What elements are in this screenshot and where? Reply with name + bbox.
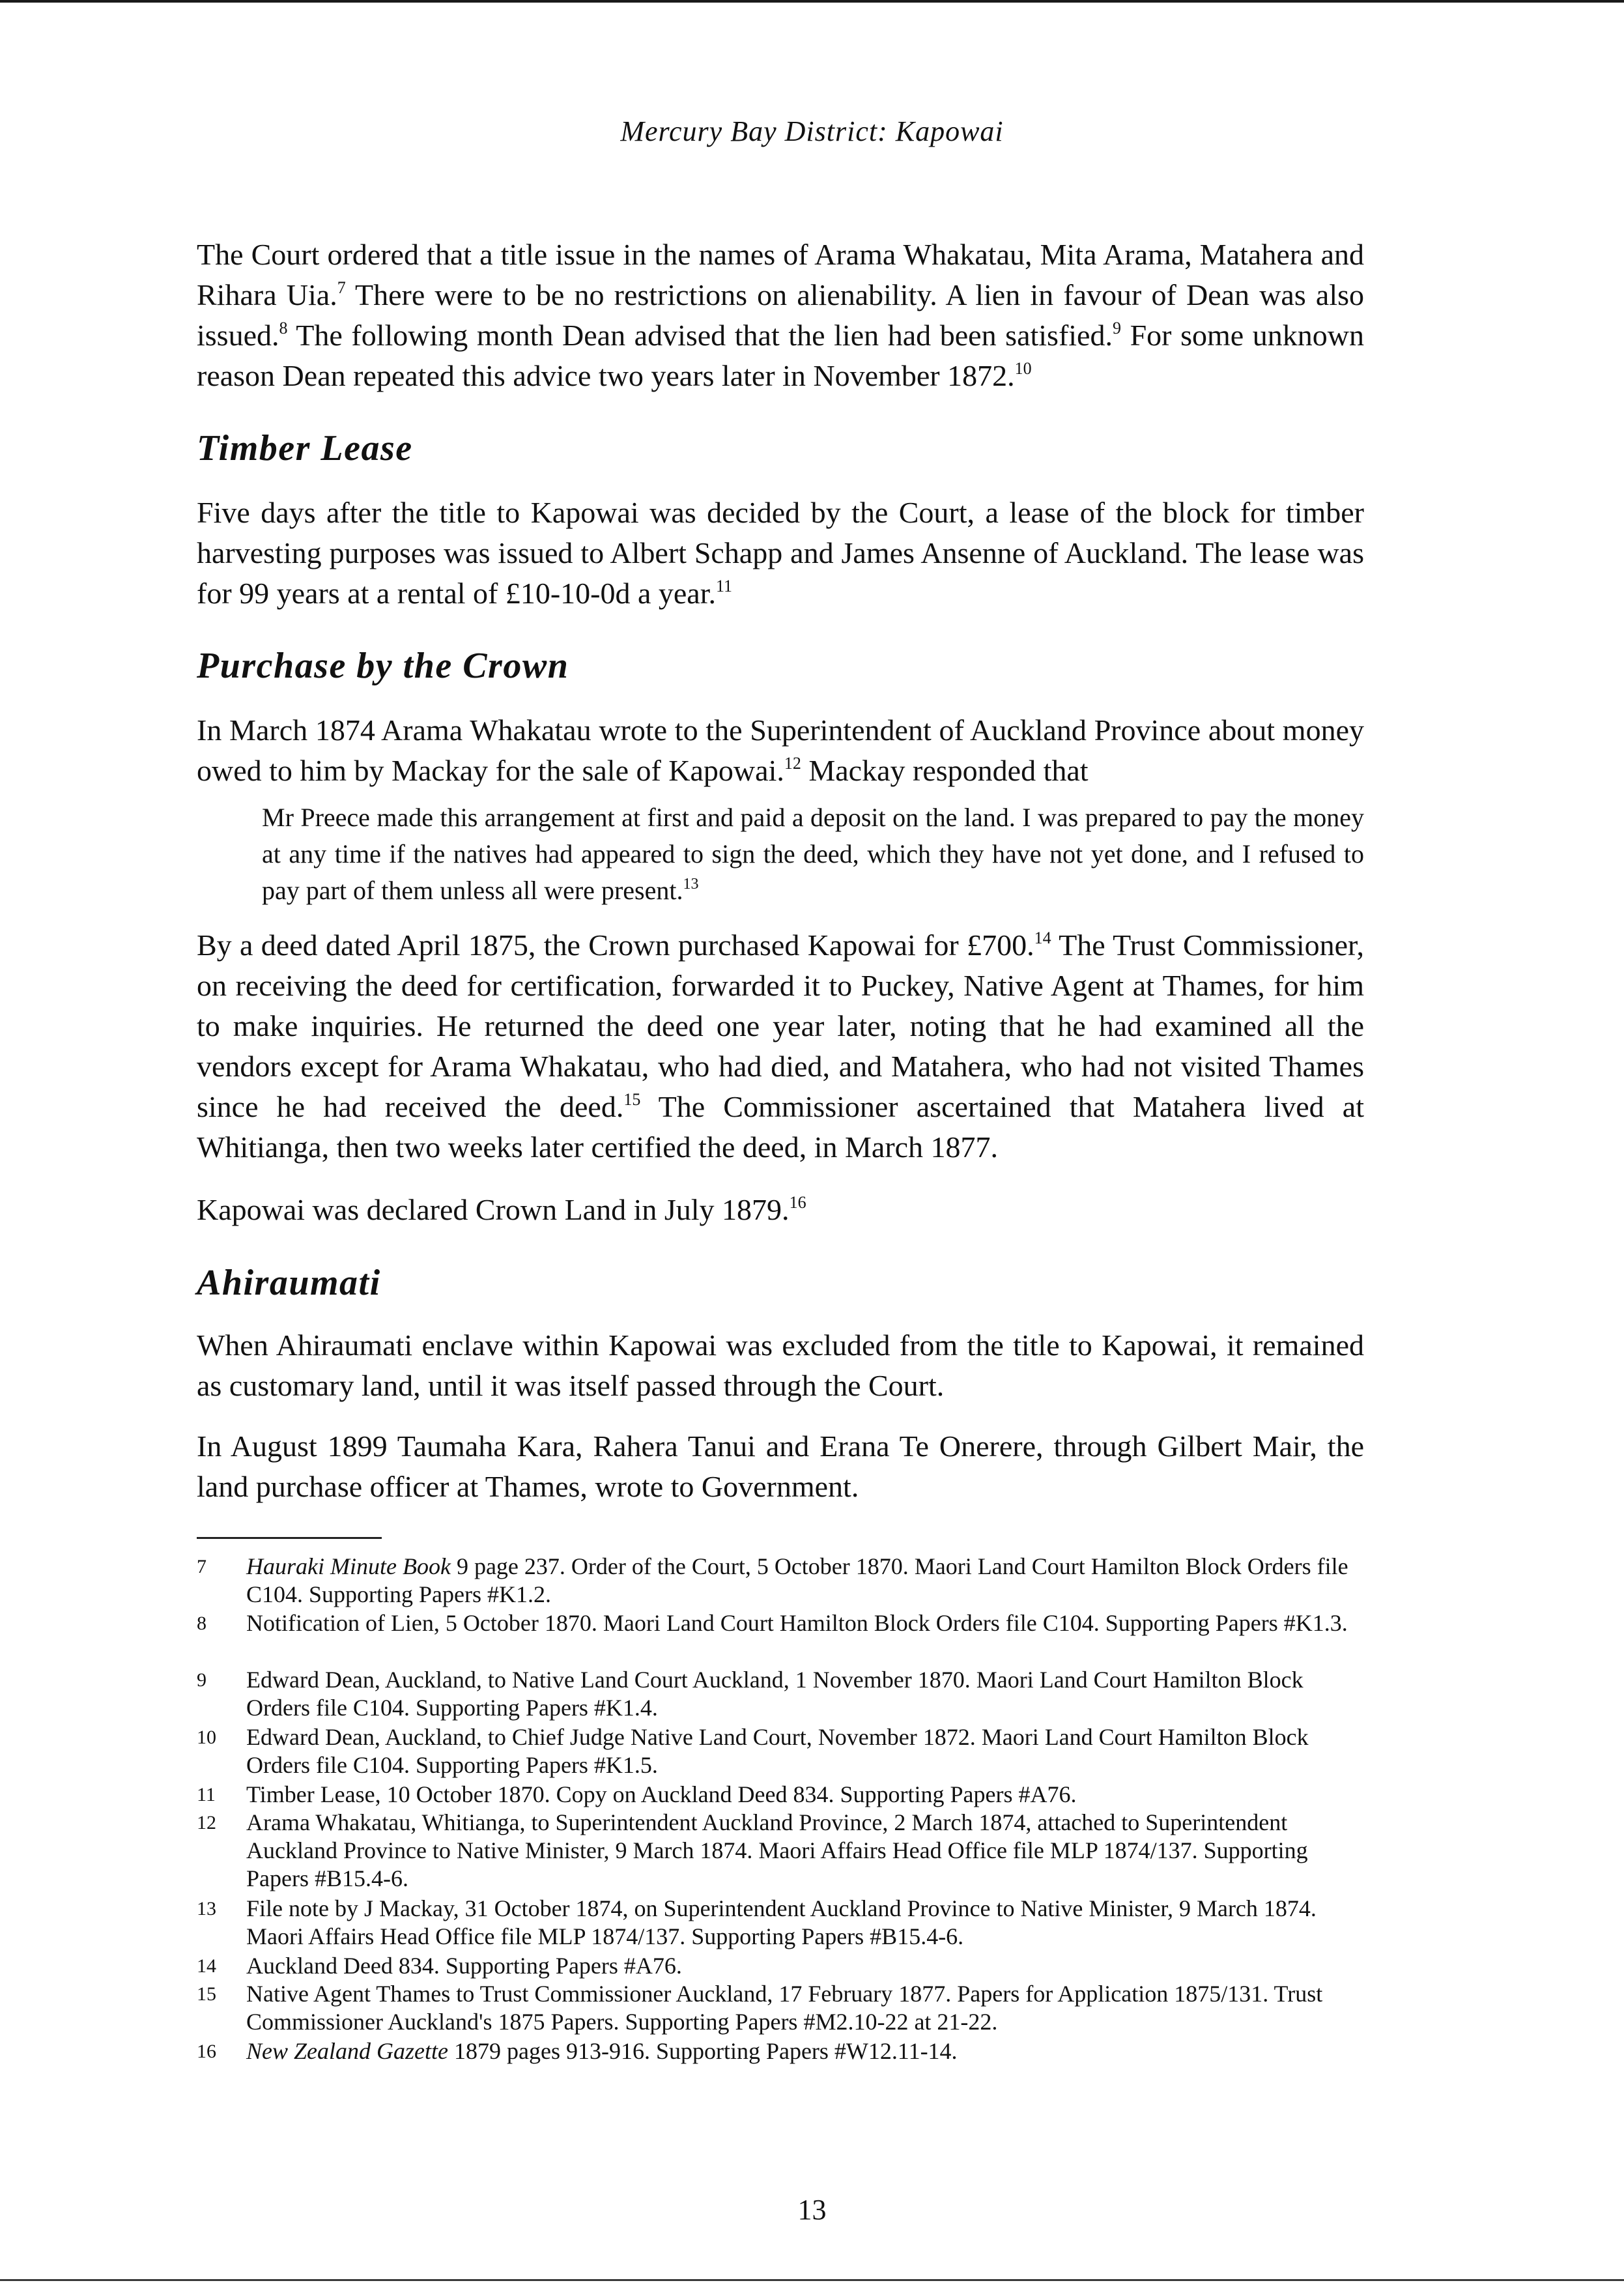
footnote-ref[interactable]: 16: [789, 1193, 806, 1212]
footnote-number: 9: [197, 1669, 207, 1691]
paragraph-text: [197, 710, 1364, 791]
footnote-text: Timber Lease, 10 October 1870. Copy on Auckland Deed 834. Supporting Papers #A76.: [246, 1781, 1077, 1807]
footnote-number: 12: [197, 1812, 216, 1833]
footnote-number: 8: [197, 1613, 207, 1634]
paragraph-text: [197, 1190, 1364, 1230]
footnote-ref[interactable]: 10: [1014, 359, 1032, 378]
citation-title: Hauraki Minute Book: [246, 1553, 451, 1579]
footnote-ref[interactable]: 13: [683, 876, 699, 893]
block-quote: [262, 799, 1364, 909]
paragraph-ahiraumati: [197, 1325, 1364, 1406]
footnote-number: 11: [197, 1784, 216, 1805]
text-run: Kapowai was declared Crown Land in July 1879.: [197, 1193, 790, 1226]
footnote-ref[interactable]: 7: [337, 278, 346, 297]
footnote-separator: [197, 1537, 382, 1539]
paragraph-text: [197, 493, 1364, 614]
paragraph-deed: [197, 925, 1364, 1168]
text-run: The following month Dean advised that the lien had been satisfied.: [287, 319, 1113, 352]
footnote-ref[interactable]: 8: [279, 319, 288, 337]
paragraph-text: [197, 235, 1364, 396]
footnote-text: Notification of Lien, 5 October 1870. Maori Land Court Hamilton Block Orders file C104. Supporting Papers #K1.3.: [246, 1610, 1348, 1636]
footnote-text: Arama Whakatau, Whitianga, to Superintendent Auckland Province, 2 March 1874, attached to Superintendent Auckland Province to Native Minister, 9 March 1874. Maori Affairs Head Office file MLP 1874/137. Supporting Papers #B15.4-6.: [246, 1809, 1308, 1891]
footnote-text: Auckland Deed 834. Supporting Papers #A76.: [246, 1953, 682, 1979]
paragraph-august-1899: [197, 1426, 1364, 1507]
text-run: Five days after the title to Kapowai was decided by the Court, a lease of the block for timber harvesting purposes was issued to Albert Schapp and James Ansenne of Auckland. The lease was for 99 years at a rental of £10-10-0d a year.: [197, 496, 1364, 610]
footnote-text: [246, 1553, 1364, 1609]
footnote-text: Native Agent Thames to Trust Commissioner Auckland, 17 February 1877. Papers for Application 1875/131. Trust Commissioner Auckland's 1875 Papers. Supporting Papers #M2.10-22 at 21-22.: [246, 1981, 1323, 2035]
text-run: There were to be no restrictions on alienability. A lien in favour of Dean was also issued.: [197, 278, 1365, 352]
citation-title: New Zealand Gazette: [246, 2038, 448, 2064]
paragraph-court-order: [197, 235, 1364, 396]
page-number: 13: [797, 2194, 827, 2226]
footnote-number: 10: [197, 1727, 216, 1748]
text-run: The Commissioner ascertained that Matahera lived at Whitianga, then two weeks later certified the deed, in March 1877.: [197, 1090, 1364, 1164]
text-run: Mackay responded that: [801, 754, 1089, 787]
scan-top-edge: [0, 0, 1624, 3]
footnote-ref[interactable]: 14: [1034, 928, 1051, 947]
text-run: The Trust Commissioner, on receiving the deed for certification, forwarded it to Puckey, Native Agent at Thames, for him to make inquiries. He returned the deed one year later, noting that he had examined all the vendors except for Arama Whakatau, who had died, and Matahera, who had not visited Thames since he had received the deed.: [197, 928, 1364, 1123]
quote-text: [262, 799, 1364, 909]
section-heading-purchase: Purchase by the Crown: [197, 646, 569, 686]
footnote-number: 16: [197, 2041, 216, 2062]
running-head: Mercury Bay District: Kapowai: [620, 115, 1004, 147]
footnote-ref[interactable]: 9: [1112, 319, 1121, 337]
footnote-number: 7: [197, 1556, 207, 1577]
footnote-text: Edward Dean, Auckland, to Native Land Court Auckland, 1 November 1870. Maori Land Court Hamilton Block Orders file C104. Supporting Papers #K1.4.: [246, 1667, 1303, 1721]
text-run: For some unknown reason Dean repeated this advice two years later in November 1872.: [197, 319, 1364, 392]
text-run: By a deed dated April 1875, the Crown purchased Kapowai for £700.: [197, 928, 1034, 962]
text-run: 9 page 237. Order of the Court, 5 October 1870. Maori Land Court Hamilton Block Orders file C104. Supporting Papers #K1.2.: [246, 1553, 1348, 1607]
text-run: Mr Preece made this arrangement at first and paid a deposit on the land. I was prepared to pay the money at any time if the natives had appeared to sign the deed, which they have not yet done, and I refused to pay part of them unless all were present.: [262, 803, 1364, 905]
section-heading-ahiraumati: Ahiraumati: [197, 1263, 381, 1303]
section-heading-timber-lease: Timber Lease: [197, 428, 413, 468]
paragraph-purchase: [197, 710, 1364, 791]
footnote-ref[interactable]: 11: [716, 577, 733, 596]
text-run: The Court ordered that a title issue in the names of Arama Whakatau, Mita Arama, Matahera and Rihara Uia.: [197, 238, 1364, 311]
footnote-text: Edward Dean, Auckland, to Chief Judge Native Land Court, November 1872. Maori Land Court Hamilton Block Orders file C104. Supporting Papers #K1.5.: [246, 1724, 1309, 1778]
paragraph-text: In August 1899 Taumaha Kara, Rahera Tanui and Erana Te Onerere, through Gilbert Mair, the land purchase officer at Thames, wrote to Government.: [197, 1429, 1364, 1503]
paragraph-crown-land: [197, 1190, 1364, 1230]
footnote-text: [246, 2037, 1364, 2065]
text-run: 1879 pages 913-916. Supporting Papers #W12.11-14.: [448, 2038, 958, 2064]
text-run: In March 1874 Arama Whakatau wrote to the Superintendent of Auckland Province about money owed to him by Mackay for the sale of Kapowai.: [197, 713, 1364, 787]
footnote-ref[interactable]: 15: [623, 1090, 641, 1109]
footnote-text: File note by J Mackay, 31 October 1874, on Superintendent Auckland Province to Native Minister, 9 March 1874. Maori Affairs Head Office file MLP 1874/137. Supporting Papers #B15.4-6.: [246, 1895, 1317, 1949]
footnote-number: 14: [197, 1955, 216, 1977]
footnote-number: 15: [197, 1983, 216, 2005]
paragraph-text: [197, 925, 1364, 1168]
scan-bottom-edge: [0, 2279, 1624, 2281]
footnote-number: 13: [197, 1898, 216, 1919]
paragraph-timber-lease: [197, 493, 1364, 614]
paragraph-text: When Ahiraumati enclave within Kapowai was excluded from the title to Kapowai, it remained as customary land, until it was itself passed through the Court.: [197, 1328, 1364, 1402]
footnote-ref[interactable]: 12: [784, 754, 801, 773]
